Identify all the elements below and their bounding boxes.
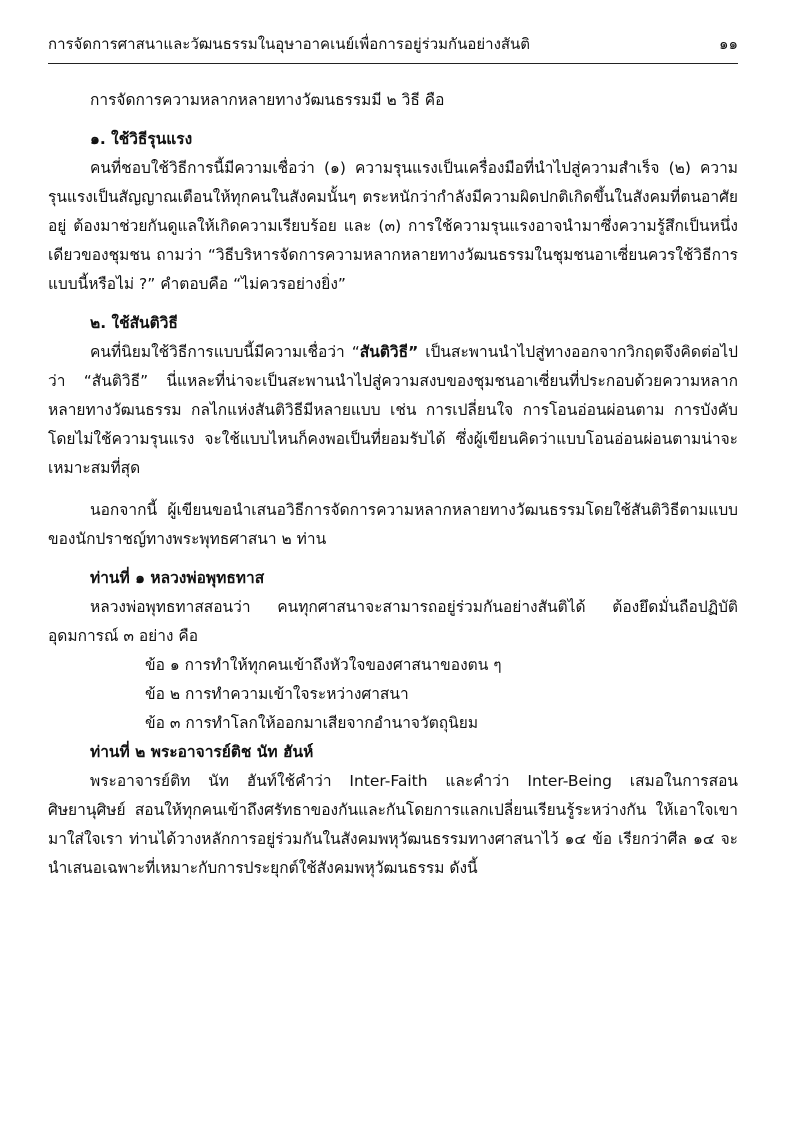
list-item: ข้อ ๑ การทำให้ทุกคนเข้าถึงหัวใจของศาสนาของตน ๆ xyxy=(145,656,502,674)
section-2-text-before: คนที่นิยมใช้วิธีการแบบนี้มีความเชื่อว่า “ xyxy=(90,343,360,361)
section-2-text-after: เป็นสะพานนำไปสู่ทางออกจากวิกฤตจึงคิดต่อไปว่า “สันติวิธี” นี่แหละที่น่าจะเป็นสะพานนำไปสู่ความสงบของชุมชนอาเซี่ยนที่ประกอบด้วยความหลากหลายทางวัฒนธรรม กลไกแห่งสันติวิธีมีหลายแบบ เช่น การเปลี่ยนใจ การโอนอ่อนผ่อนตาม การบังคับโดยไม่ใช้ความรุนแรง จะใช้แบบไหนก็คงพอเป็นที่ยอมรับได้ ซึ่งผู้เขียนคิดว่าแบบโอนอ่อนผ่อนตามน่าจะเหมาะสมที่สุด xyxy=(48,343,738,477)
person-2-heading: ท่านที่ ๒ พระอาจารย์ติช นัท ฮันห์ xyxy=(90,743,314,761)
page-number: ๑๑ xyxy=(718,35,738,53)
section-2-paragraph xyxy=(48,338,738,483)
body-text xyxy=(48,86,738,883)
proposal-paragraph: นอกจากนี้ ผู้เขียนขอนำเสนอวิธีการจัดการความหลากหลายทางวัฒนธรรมโดยใช้สันติวิธีตามแบบของนักปราชญ์ทางพระพุทธศาสนา ๒ ท่าน xyxy=(48,501,738,548)
header-title: การจัดการศาสนาและวัฒนธรรมในอุษาอาคเนย์เพื่อการอยู่ร่วมกันอย่างสันติ xyxy=(48,35,531,53)
person-1-paragraph: หลวงพ่อพุทธทาสสอนว่า คนทุกศาสนาจะสามารถอยู่ร่วมกันอย่างสันติได้ ต้องยึดมั่นถือปฏิบัติอุดมการณ์ ๓ อย่าง คือ xyxy=(48,598,738,645)
header-rule xyxy=(48,63,738,64)
list-item: ข้อ ๒ การทำความเข้าใจระหว่างศาสนา xyxy=(145,685,409,703)
intro-paragraph: การจัดการความหลากหลายทางวัฒนธรรมมี ๒ วิธี คือ xyxy=(90,91,445,109)
section-1-paragraph: คนที่ชอบใช้วิธีการนี้มีความเชื่อว่า (๑) ความรุนแรงเป็นเครื่องมือที่นำไปสู่ความสำเร็จ (๒) ความรุนแรงเป็นสัญญาณเตือนให้ทุกคนในสังคมนั้นๆ ตระหนักว่ากำลังมีความผิดปกติเกิดขึ้นในสังคมที่ตนอาศัยอยู่ ต้องมาช่วยกันดูแลให้เกิดความเรียบร้อย และ (๓) การใช้ความรุนแรงอาจนำมาซึ่งความรู้สึกเป็นหนึ่งเดียวของชุมชน ถามว่า “วิธีบริหารจัดการความหลากหลายทางวัฒนธรรมในชุมชนอาเซี่ยนควรใช้วิธีการแบบนี้หรือไม่ ?” คำตอบคือ “ไม่ควรอย่างยิ่ง” xyxy=(48,159,738,293)
person-2-paragraph: พระอาจารย์ติท นัท ฮันท์ใช้คำว่า Inter-Faith และคำว่า Inter-Being เสมอในการสอนศิษยานุศิษย์ สอนให้ทุกคนเข้าถึงศรัทธาของกันและกันโดยการแลกเปลี่ยนเรียนรู้ระหว่างกัน ให้เอาใจเขามาใส่ใจเรา ท่านได้วางหลักการอยู่ร่วมกันในสังคมพหุวัฒนธรรมทางศาสนาไว้ ๑๔ ข้อ เรียกว่าศีล ๑๔ จะนำเสนอเฉพาะที่เหมาะกับการประยุกต์ใช้สังคมพหุวัฒนธรรม ดังนี้ xyxy=(48,772,738,877)
section-2-heading: ๒. ใช้สันติวิธี xyxy=(90,314,178,332)
section-1-heading: ๑. ใช้วิธีรุนแรง xyxy=(90,130,193,148)
section-2-bold-term: สันติวิธี” xyxy=(359,343,419,361)
person-1-heading: ท่านที่ ๑ หลวงพ่อพุทธทาส xyxy=(90,569,265,587)
list-item: ข้อ ๓ การทำโลกให้ออกมาเสียจากอำนาจวัตถุนิยม xyxy=(145,714,479,732)
